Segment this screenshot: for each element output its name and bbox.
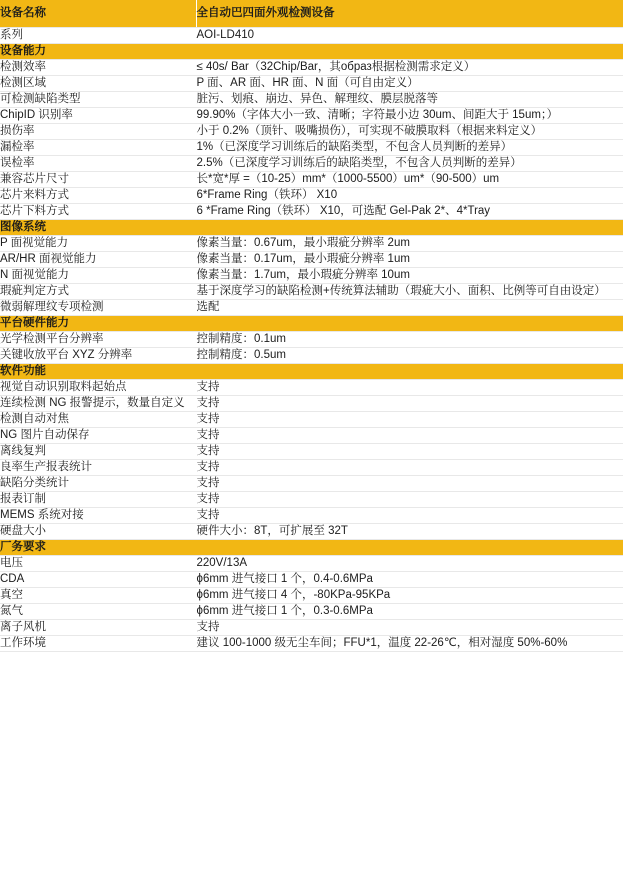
table-row bbox=[0, 620, 623, 636]
table-row bbox=[0, 444, 623, 460]
row-value: ϕ6mm 进气接口 1 个，0.3-0.6MPa bbox=[196, 604, 623, 620]
table-row bbox=[0, 92, 623, 108]
row-label: 设备名称 bbox=[0, 0, 196, 28]
row-value: 控制精度：0.5um bbox=[196, 348, 623, 364]
table-row bbox=[0, 300, 623, 316]
row-label: 关键收放平台 XYZ 分辨率 bbox=[0, 348, 196, 364]
row-label: 检测效率 bbox=[0, 60, 196, 76]
row-value: P 面、AR 面、HR 面、N 面（可自由定义） bbox=[196, 76, 623, 92]
row-value: 像素当量：1.7um，最小瑕疵分辨率 10um bbox=[196, 268, 623, 284]
row-value: 1%（已深度学习训练后的缺陷类型，不包含人员判断的差异） bbox=[196, 140, 623, 156]
table-row bbox=[0, 268, 623, 284]
section-header-row bbox=[0, 44, 623, 60]
row-value: 小于 0.2%（顶针、吸嘴损伤），可实现不破膜取料（根据来料定义） bbox=[196, 124, 623, 140]
row-value: 全自动巴四面外观检测设备 bbox=[196, 0, 623, 28]
table-row bbox=[0, 348, 623, 364]
row-label: 误检率 bbox=[0, 156, 196, 172]
table-row bbox=[0, 172, 623, 188]
section-header-row bbox=[0, 220, 623, 236]
row-value: 220V/13A bbox=[196, 556, 623, 572]
row-label: 漏检率 bbox=[0, 140, 196, 156]
row-value: ϕ6mm 进气接口 1 个，0.4-0.6MPa bbox=[196, 572, 623, 588]
row-label: 缺陷分类统计 bbox=[0, 476, 196, 492]
table-row bbox=[0, 252, 623, 268]
row-value: 硬件大小：8T，可扩展至 32T bbox=[196, 524, 623, 540]
row-value: 99.90%（字体大小一致、清晰；字符最小边 30um、间距大于 15um；） bbox=[196, 108, 623, 124]
section-header-label: 平台硬件能力 bbox=[0, 316, 623, 332]
row-label: MEMS 系统对接 bbox=[0, 508, 196, 524]
row-value: 支持 bbox=[196, 428, 623, 444]
row-label: ChipID 识别率 bbox=[0, 108, 196, 124]
table-row bbox=[0, 332, 623, 348]
table-row bbox=[0, 108, 623, 124]
row-value: 建议 100-1000 级无尘车间；FFU*1，温度 22-26℃，相对湿度 50%-60% bbox=[196, 636, 623, 652]
row-value: 长*宽*厚 =（10-25）mm*（1000-5500）um*（90-500）um bbox=[196, 172, 623, 188]
table-row bbox=[0, 428, 623, 444]
table-row bbox=[0, 236, 623, 252]
row-value: 支持 bbox=[196, 460, 623, 476]
row-value: 6*Frame Ring（铁环） X10 bbox=[196, 188, 623, 204]
section-header-label: 软件功能 bbox=[0, 364, 623, 380]
row-value: 2.5%（已深度学习训练后的缺陷类型，不包含人员判断的差异） bbox=[196, 156, 623, 172]
row-value: 支持 bbox=[196, 492, 623, 508]
row-value: 支持 bbox=[196, 444, 623, 460]
table-row bbox=[0, 492, 623, 508]
row-label: 视觉自动识别取料起始点 bbox=[0, 380, 196, 396]
row-label: 检测自动对焦 bbox=[0, 412, 196, 428]
table-row bbox=[0, 396, 623, 412]
section-header-label: 设备能力 bbox=[0, 44, 623, 60]
section-header-label: 图像系统 bbox=[0, 220, 623, 236]
row-label: 芯片下料方式 bbox=[0, 204, 196, 220]
table-row bbox=[0, 476, 623, 492]
table-row bbox=[0, 556, 623, 572]
row-label: 离子风机 bbox=[0, 620, 196, 636]
row-label: 可检测缺陷类型 bbox=[0, 92, 196, 108]
table-row bbox=[0, 572, 623, 588]
row-label: 损伤率 bbox=[0, 124, 196, 140]
section-header-row bbox=[0, 316, 623, 332]
row-label: 连续检测 NG 报警提示，数量自定义 bbox=[0, 396, 196, 412]
row-label: 氮气 bbox=[0, 604, 196, 620]
row-label: AR/HR 面视觉能力 bbox=[0, 252, 196, 268]
table-row bbox=[0, 28, 623, 44]
row-value: 基于深度学习的缺陷检测+传统算法辅助（瑕疵大小、面积、比例等可自由设定） bbox=[196, 284, 623, 300]
section-header-label: 厂务要求 bbox=[0, 540, 623, 556]
row-label: 系列 bbox=[0, 28, 196, 44]
table-row bbox=[0, 60, 623, 76]
table-row bbox=[0, 524, 623, 540]
row-label: 微弱解理纹专项检测 bbox=[0, 300, 196, 316]
section-header-row bbox=[0, 364, 623, 380]
table-row bbox=[0, 76, 623, 92]
table-row bbox=[0, 284, 623, 300]
row-value: 支持 bbox=[196, 396, 623, 412]
table-row bbox=[0, 140, 623, 156]
row-label: CDA bbox=[0, 572, 196, 588]
table-row bbox=[0, 460, 623, 476]
row-value: 支持 bbox=[196, 620, 623, 636]
row-label: N 面视觉能力 bbox=[0, 268, 196, 284]
table-row bbox=[0, 636, 623, 652]
row-value: ≤ 40s/ Bar（32Chip/Bar，其образ根据检测需求定义） bbox=[196, 60, 623, 76]
row-label: 芯片来料方式 bbox=[0, 188, 196, 204]
row-label: 兼容芯片尺寸 bbox=[0, 172, 196, 188]
row-label: 工作环境 bbox=[0, 636, 196, 652]
row-value: 控制精度：0.1um bbox=[196, 332, 623, 348]
row-label: NG 图片自动保存 bbox=[0, 428, 196, 444]
row-label: 硬盘大小 bbox=[0, 524, 196, 540]
title-row bbox=[0, 0, 623, 28]
row-label: 光学检测平台分辨率 bbox=[0, 332, 196, 348]
row-value: 支持 bbox=[196, 380, 623, 396]
row-value: AOI-LD410 bbox=[196, 28, 623, 44]
row-label: 报表订制 bbox=[0, 492, 196, 508]
table-row bbox=[0, 588, 623, 604]
row-label: 电压 bbox=[0, 556, 196, 572]
row-label: 真空 bbox=[0, 588, 196, 604]
row-value: 6 *Frame Ring（铁环） X10，可选配 Gel-Pak 2*、4*Tray bbox=[196, 204, 623, 220]
section-header-row bbox=[0, 540, 623, 556]
table-row bbox=[0, 188, 623, 204]
table-row bbox=[0, 604, 623, 620]
row-value: 支持 bbox=[196, 476, 623, 492]
row-value: 支持 bbox=[196, 508, 623, 524]
row-label: 检测区域 bbox=[0, 76, 196, 92]
row-label: P 面视觉能力 bbox=[0, 236, 196, 252]
table-row bbox=[0, 412, 623, 428]
table-row bbox=[0, 124, 623, 140]
table-row bbox=[0, 380, 623, 396]
row-value: 选配 bbox=[196, 300, 623, 316]
row-label: 良率生产报表统计 bbox=[0, 460, 196, 476]
row-value: 支持 bbox=[196, 412, 623, 428]
row-label: 瑕疵判定方式 bbox=[0, 284, 196, 300]
row-value: 脏污、划痕、崩边、异色、解理纹、膜层脱落等 bbox=[196, 92, 623, 108]
table-row bbox=[0, 204, 623, 220]
row-value: ϕ6mm 进气接口 4 个，-80KPa-95KPa bbox=[196, 588, 623, 604]
row-label: 离线复判 bbox=[0, 444, 196, 460]
row-value: 像素当量：0.67um，最小瑕疵分辨率 2um bbox=[196, 236, 623, 252]
table-row bbox=[0, 508, 623, 524]
row-value: 像素当量：0.17um，最小瑕疵分辨率 1um bbox=[196, 252, 623, 268]
table-row bbox=[0, 156, 623, 172]
